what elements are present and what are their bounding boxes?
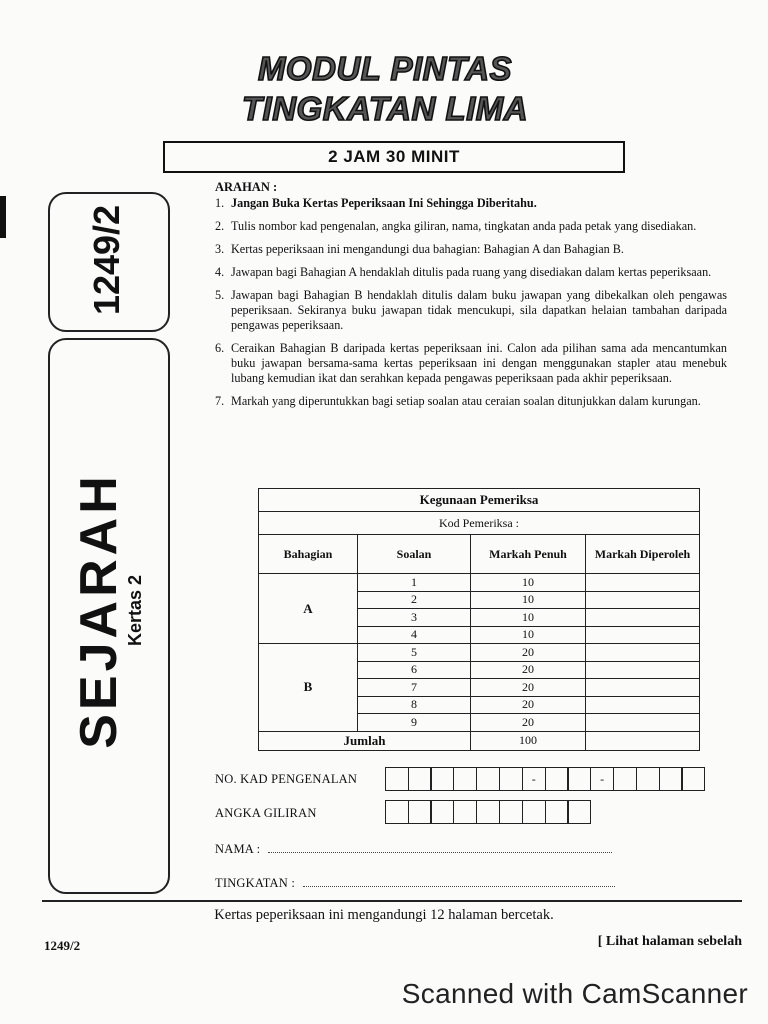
nama-label: NAMA :	[215, 842, 261, 856]
total-value: 100	[471, 731, 586, 750]
table-row	[259, 644, 700, 662]
full-marks: 10	[471, 626, 586, 644]
instruction-text: Ceraikan Bahagian B daripada kertas peperiksaan ini. Calon ada pilihan sama ada mencantumkan buku jawapan bersama-sama kertas peperiksaan ini dengan menggunakan stapler atau menebuk lubang kemudian ikat dan serahkan kepada pengawas peperiksaan pada akhir peperiksaan.	[231, 341, 727, 385]
digit-box[interactable]	[476, 767, 500, 791]
question-number: 3	[358, 609, 471, 627]
paper-number: Kertas 2	[124, 574, 145, 646]
digit-box[interactable]	[636, 767, 660, 791]
marks-obtained-cell[interactable]	[586, 696, 700, 714]
table-row	[259, 574, 700, 592]
angka-giliran-boxes[interactable]	[386, 800, 591, 824]
exam-duration: 2 JAM 30 MINIT	[163, 141, 625, 173]
next-page-note: [ Lihat halaman sebelah	[597, 934, 742, 949]
instruction-item	[215, 394, 727, 409]
full-marks: 20	[471, 679, 586, 697]
question-number: 5	[358, 644, 471, 662]
marks-obtained-cell[interactable]	[586, 609, 700, 627]
instruction-text: Markah yang diperuntukkan bagi setiap soalan atau ceraian soalan ditunjukkan dalam kurungan.	[231, 394, 701, 408]
instruction-number: 4.	[215, 265, 225, 279]
marks-obtained-cell[interactable]	[586, 574, 700, 592]
tingkatan-label: TINGKATAN :	[215, 876, 296, 890]
table-caption: Kegunaan Pemeriksa	[259, 489, 700, 512]
instruction-number: 3.	[215, 242, 225, 256]
digit-box[interactable]	[408, 800, 432, 824]
col-markah-penuh: Markah Penuh	[471, 535, 586, 574]
col-bahagian: Bahagian	[259, 535, 358, 574]
instruction-number: 1.	[215, 196, 225, 210]
total-obtained[interactable]	[586, 731, 700, 750]
full-marks: 20	[471, 714, 586, 732]
marks-obtained-cell[interactable]	[586, 644, 700, 662]
digit-box[interactable]	[408, 767, 432, 791]
instruction-text: Jawapan bagi Bahagian A hendaklah ditulis pada ruang yang disediakan dalam kertas peperiksaan.	[231, 265, 712, 279]
instruction-text: Tulis nombor kad pengenalan, angka giliran, nama, tingkatan anda pada petak yang disediakan.	[231, 219, 697, 233]
instructions-list	[215, 196, 727, 417]
digit-box[interactable]	[453, 800, 477, 824]
subject-name: SEJARAH	[69, 471, 128, 749]
col-soalan: Soalan	[358, 535, 471, 574]
question-number: 7	[358, 679, 471, 697]
digit-box[interactable]	[545, 767, 569, 791]
examiner-table	[258, 488, 700, 751]
marks-obtained-cell[interactable]	[586, 714, 700, 732]
full-marks: 20	[471, 644, 586, 662]
digit-box[interactable]: -	[522, 767, 546, 791]
instruction-item	[215, 196, 727, 211]
instruction-item	[215, 265, 727, 280]
subject-label	[28, 460, 188, 760]
digit-box[interactable]	[430, 800, 454, 824]
question-number: 6	[358, 661, 471, 679]
digit-box[interactable]	[613, 767, 637, 791]
question-number: 8	[358, 696, 471, 714]
instruction-number: 5.	[215, 288, 225, 302]
full-marks: 10	[471, 609, 586, 627]
digit-box[interactable]	[522, 800, 546, 824]
digit-box[interactable]	[385, 800, 409, 824]
digit-box[interactable]	[567, 767, 591, 791]
full-marks: 20	[471, 661, 586, 679]
tingkatan-field[interactable]	[303, 886, 615, 887]
digit-box[interactable]: -	[590, 767, 614, 791]
instruction-item	[215, 288, 727, 333]
instruction-number: 2.	[215, 219, 225, 233]
instruction-number: 6.	[215, 341, 225, 355]
footer-paper-code: 1249/2	[44, 938, 81, 953]
marks-obtained-cell[interactable]	[586, 626, 700, 644]
digit-box[interactable]	[499, 767, 523, 791]
section-b-label: B	[259, 644, 358, 732]
scan-edge-mark	[0, 196, 6, 238]
digit-box[interactable]	[659, 767, 683, 791]
question-number: 9	[358, 714, 471, 732]
examiner-code-label: Kod Pemeriksa :	[259, 512, 700, 535]
paper-code-text: 1249/2	[85, 204, 127, 316]
camscanner-watermark: Scanned with CamScanner	[401, 978, 748, 1009]
digit-box[interactable]	[453, 767, 477, 791]
marks-obtained-cell[interactable]	[586, 661, 700, 679]
marks-obtained-cell[interactable]	[586, 591, 700, 609]
instruction-item	[215, 219, 727, 234]
instruction-number: 7.	[215, 394, 225, 408]
full-marks: 10	[471, 591, 586, 609]
page-count-note: Kertas peperiksaan ini mengandungi 12 halaman bercetak.	[214, 907, 554, 923]
digit-box[interactable]	[545, 800, 569, 824]
question-number: 4	[358, 626, 471, 644]
module-title: MODUL PINTAS	[257, 50, 513, 87]
instructions-heading: ARAHAN :	[215, 180, 278, 194]
angka-label: ANGKA GILIRAN	[215, 806, 317, 820]
digit-box[interactable]	[681, 767, 705, 791]
instruction-item	[215, 341, 727, 386]
instruction-text: Jawapan bagi Bahagian B hendaklah ditulis dalam buku jawapan yang dibekalkan oleh pengawas peperiksaan. Sekiranya buku jawapan tidak mencukupi, sila dapatkan helaian tambahan daripada pengawas peperiksaan.	[231, 288, 727, 332]
ic-number-boxes[interactable]	[386, 767, 705, 791]
question-number: 2	[358, 591, 471, 609]
instruction-text: Jangan Buka Kertas Peperiksaan Ini Sehingga Diberitahu.	[231, 196, 537, 210]
digit-box[interactable]	[567, 800, 591, 824]
paper-code	[48, 192, 166, 328]
digit-box[interactable]	[430, 767, 454, 791]
instruction-text: Kertas peperiksaan ini mengandungi dua bahagian: Bahagian A dan Bahagian B.	[231, 242, 624, 256]
full-marks: 20	[471, 696, 586, 714]
digit-box[interactable]	[385, 767, 409, 791]
section-a-label: A	[259, 574, 358, 644]
module-subtitle: TINGKATAN LIMA	[241, 90, 529, 127]
instruction-item	[215, 242, 727, 257]
footer-divider	[42, 900, 742, 902]
full-marks: 10	[471, 574, 586, 592]
ic-label: NO. KAD PENGENALAN	[215, 772, 358, 786]
nama-field[interactable]	[268, 852, 612, 853]
digit-box[interactable]	[476, 800, 500, 824]
digit-box[interactable]	[499, 800, 523, 824]
total-label: Jumlah	[259, 731, 471, 750]
question-number: 1	[358, 574, 471, 592]
col-markah-diperoleh: Markah Diperoleh	[586, 535, 700, 574]
marks-obtained-cell[interactable]	[586, 679, 700, 697]
